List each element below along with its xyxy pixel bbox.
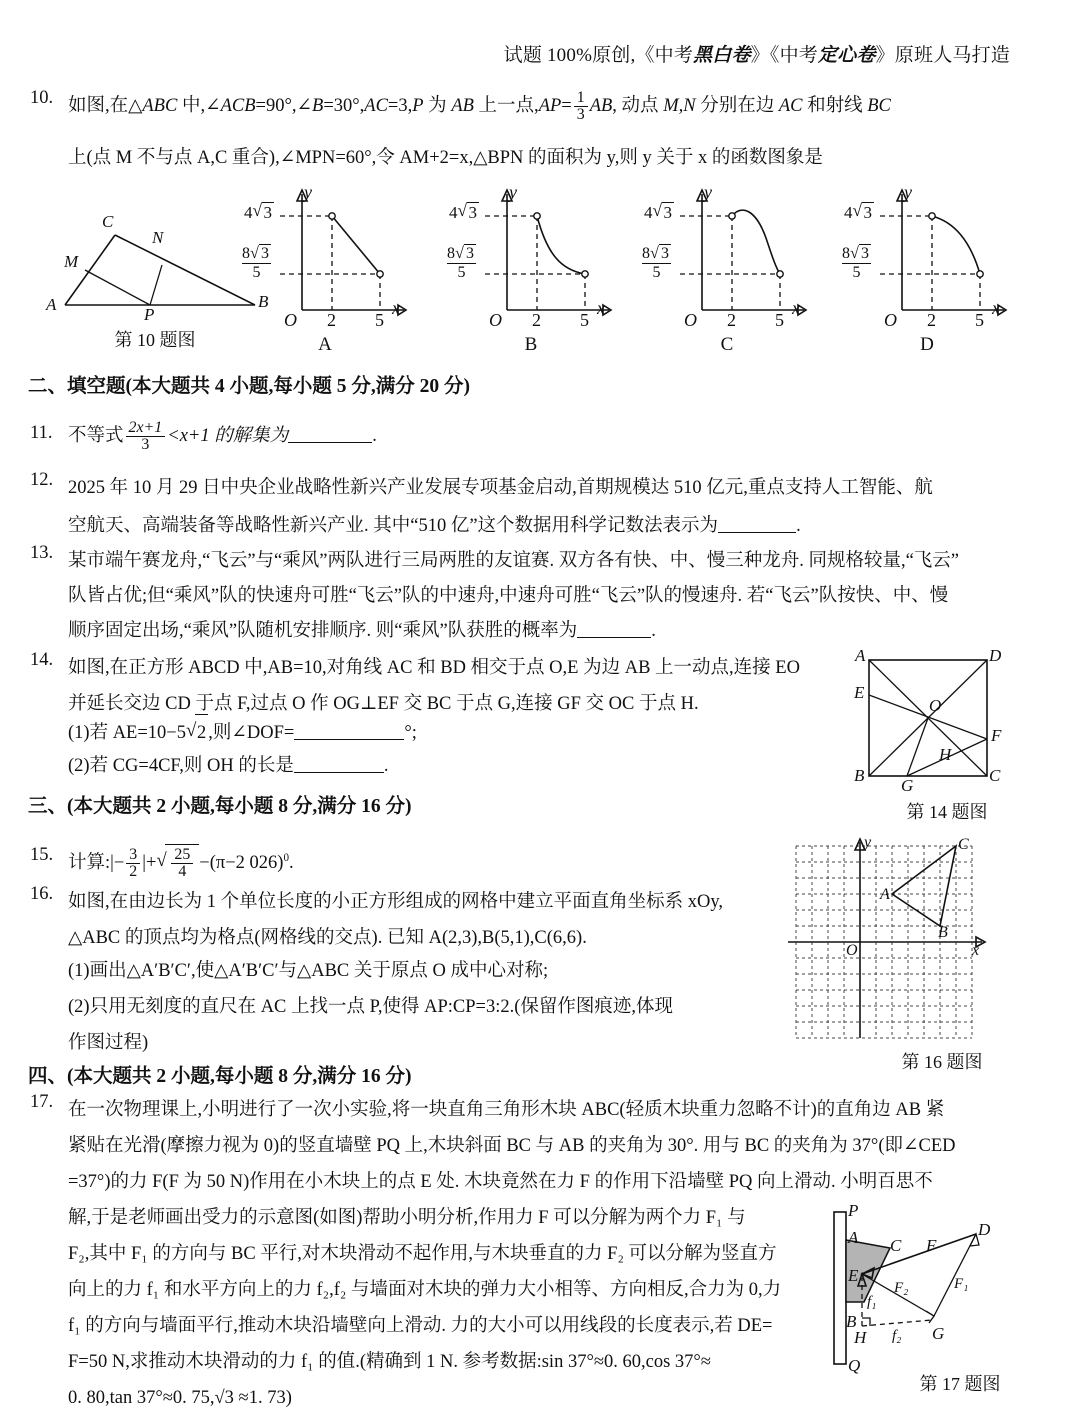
q17-label-D: D [978, 1220, 991, 1239]
q14-label-A: A [855, 646, 866, 665]
question-11-text [68, 418, 568, 454]
question-14-sub1 [68, 714, 843, 751]
q10-option-d-graph [842, 182, 1012, 330]
q17-label-E: E [848, 1266, 859, 1285]
q10-t11: 和射线 [802, 96, 868, 116]
q10-d-x-axis-label: x [992, 298, 1000, 318]
q11-frac-num: 2x+1 [128, 418, 163, 436]
q13-line3-text: 顺序固定出场,“乘风”队随机安排顺序. 则“乘风”队获胜的概率为 [68, 621, 578, 641]
q11-post: . [372, 426, 377, 446]
q10-b-xtick-5: 5 [580, 310, 589, 330]
q14-label-H: H [939, 745, 952, 764]
q10-option-d-label: D [920, 334, 934, 355]
q17-label-f2: f₂ [892, 1328, 902, 1344]
q14-sub1-mid: ,则∠DOF= [208, 723, 295, 743]
q10-a-origin: O [284, 310, 297, 330]
q16-label-x: x [972, 942, 980, 959]
q10-label-C: C [102, 212, 114, 231]
q11-fraction [126, 420, 166, 454]
question-10-line2: 上(点 M 不与点 A,C 重合),∠MPN=60°,令 AM+2=x,△BPN 的面积为 y,则 y 关于 x 的函数图象是 [68, 148, 823, 168]
q10-a-ytick-mid: $\frac{8 √ 3}{5}$ [242, 244, 271, 282]
q13-answer-blank[interactable] [577, 619, 651, 639]
q10-b-xtick-2: 2 [532, 310, 541, 330]
q10-t1: 如图,在△ [68, 96, 143, 116]
question-12-line1: 2025 年 10 月 29 日中央企业战略性新兴产业发展专项基金启动,首期规模达 510 亿元,重点支持人工智能、航 [68, 478, 933, 498]
q17-physics-figure [826, 1201, 1026, 1376]
q10-c-xtick-5: 5 [775, 310, 784, 330]
q10-c-origin: O [684, 310, 697, 330]
q10-d-y-axis-label: y [904, 182, 912, 202]
question-13-line1: 某市端午赛龙舟,“飞云”与“乘风”两队进行三局两胜的友谊赛. 双方各有快、中、慢三种龙舟. 同规格较量,“飞云” [68, 551, 960, 571]
question-15-text [68, 840, 568, 881]
header-text-before: 试题 100%原创,《中考 [503, 45, 694, 66]
q10-AC2: AC [778, 96, 803, 116]
q10-a-xtick-2: 2 [327, 310, 336, 330]
q16-label-B: B [938, 924, 948, 941]
question-17-line1: 在一次物理课上,小明进行了一次小实验,将一块直角三角形木块 ABC(轻质木块重力忽略不计)的直角边 AB 紧 [68, 1100, 945, 1120]
q10-figure-caption: 第 10 题图 [114, 330, 196, 350]
question-17-number: 17. [30, 1092, 54, 1112]
q11-frac-den: 3 [126, 436, 166, 454]
q14-answer-blank-2[interactable] [294, 754, 384, 774]
question-17-line6: 向上的力 f₁ 和水平方向上的力 f₂,f₂ 与墙面对木块的弹力大小相等、方向相反,合力为 0,力 [68, 1280, 782, 1300]
question-10-line1 [68, 88, 1013, 124]
q10-a-x-axis-label: x [392, 298, 400, 318]
question-14-line1: 如图,在正方形 ABCD 中,AB=10,对角线 AC 和 BD 相交于点 O,E 为边 AB 上一动点,连接 EO [68, 658, 800, 678]
q11-answer-blank[interactable] [288, 424, 372, 444]
question-17-line9: 0. 80,tan 37°≈0. 75,√3 ≈1. 73) [68, 1388, 292, 1408]
q10-fraction-one-third [574, 90, 588, 124]
q16-label-C: C [958, 836, 969, 853]
q16-grid-figure [788, 834, 988, 1038]
q10-t2: 中,∠ [177, 96, 221, 116]
q15-fraction-25-4: √ $\frac{25}{4}$ [171, 847, 193, 881]
q10-option-c-label: C [720, 334, 734, 355]
q10-t7: 上一点, [473, 96, 539, 116]
q10-c-x-axis-label: x [792, 298, 800, 318]
header-text-after: 》原班人马打造 [875, 45, 1010, 66]
q17-label-B: B [846, 1312, 857, 1331]
q10-d-xtick-2: 2 [927, 310, 936, 330]
q14-figure-caption: 第 14 题图 [906, 802, 988, 822]
q10-d-ytick-top: 4 √ 3 [844, 202, 874, 223]
question-17-line2: 紧贴在光滑(摩擦力视为 0)的竖直墙壁 PQ 上,木块斜面 BC 与 AB 的夹角为 30°. 用与 BC 的夹角为 37°(即∠CED [68, 1136, 956, 1156]
q12-answer-blank[interactable] [718, 514, 796, 534]
q15-post: −(π−2 026) [199, 853, 284, 874]
q10-AB: AB [451, 96, 474, 116]
q17-label-Q: Q [848, 1356, 861, 1375]
q13-line3-end: . [651, 621, 656, 641]
question-13-line3 [68, 613, 1018, 649]
q14-label-C: C [989, 766, 1001, 785]
q10-a-xtick-5: 5 [375, 310, 384, 330]
q16-label-O: O [846, 942, 858, 959]
question-10-number: 10. [30, 88, 54, 108]
q11-mid: <x+1 的解集为 [167, 426, 289, 446]
q10-option-b-label: B [524, 334, 538, 355]
q17-label-f1: f₁ [867, 1294, 877, 1310]
q10-b-ytick-top: 4 √ 3 [449, 202, 479, 223]
q10-d-origin: O [884, 310, 897, 330]
q14-sqrt2: √ 2 [186, 714, 208, 751]
q17-label-F: F [926, 1236, 937, 1255]
q10-AP: AP [538, 96, 562, 116]
q14-sub2-pre: (2)若 CG=4CF,则 OH 的长是 [68, 756, 294, 776]
q17-label-F1: F₁ [954, 1276, 969, 1292]
q10-a-ytick-top: 4 √ 3 [244, 202, 274, 223]
question-16-number: 16. [30, 884, 54, 904]
question-12-line2 [68, 508, 1018, 544]
header-text-mid: 》《中考 [750, 45, 818, 66]
question-16-line1: 如图,在由边长为 1 个单位长度的小正方形组成的网格中建立平面直角坐标系 xOy, [68, 892, 724, 912]
q15-sup: 0 [283, 852, 289, 864]
q11-pre: 不等式 [68, 426, 124, 446]
header-bold-dingxinjuan: 定心卷 [817, 45, 876, 66]
question-15-number: 15. [30, 845, 54, 865]
q12-line2-end: . [796, 516, 801, 536]
q10-label-A: A [46, 295, 57, 314]
question-17-line7: f₁ 的方向与墙面平行,推动木块沿墙壁向上滑动. 力的大小可以用线段的长度表示,若 DE= [68, 1316, 773, 1336]
q10-t8: = [561, 96, 572, 116]
question-14-sub2 [68, 748, 843, 784]
q14-label-F: F [991, 726, 1002, 745]
question-16-sub1: (1)画出△A′B′C′,使△A′B′C′与△ABC 关于原点 O 成中心对称; [68, 961, 549, 981]
q10-label-M: M [64, 252, 79, 271]
q10-AB2: AB [589, 96, 613, 116]
q10-t3: =90°,∠ [255, 96, 312, 116]
question-16-sub3: 作图过程) [68, 1033, 149, 1053]
q14-label-E: E [854, 683, 865, 702]
q10-option-a-label: A [318, 334, 332, 355]
q17-figure-caption: 第 17 题图 [919, 1374, 1001, 1394]
q14-label-D: D [989, 646, 1002, 665]
q10-t4: =30°, [323, 96, 365, 116]
q10-triangle-figure [40, 200, 270, 324]
q14-square-figure [854, 646, 1015, 795]
q10-t6: 为 [423, 96, 452, 116]
q10-label-P: P [144, 305, 155, 324]
q10-option-a-graph [242, 182, 412, 330]
q15-pre: 计算:|− [68, 853, 125, 874]
q10-label-B: B [258, 292, 269, 311]
question-17-line3: =37°)的力 F(F 为 50 N)作用在小木块上的点 E 处. 木块竟然在力 F 的作用下沿墙壁 PQ 向上滑动. 小明百思不 [68, 1172, 933, 1192]
section-2-title: 二、填空题(本大题共 4 小题,每小题 5 分,满分 20 分) [28, 376, 470, 397]
question-16-line2: △ABC 的顶点均为格点(网格线的交点). 已知 A(2,3),B(5,1),C(6,6). [68, 928, 587, 948]
q17-label-G: G [932, 1324, 945, 1343]
q12-line2-text: 空航天、高端装备等战略性新兴产业. 其中“510 亿”这个数据用科学记数法表示为 [68, 516, 719, 536]
question-16-sub2: (2)只用无刻度的直尺在 AC 上找一点 P,使得 AP:CP=3:2.(保留作图痕迹,体现 [68, 997, 674, 1017]
question-12-number: 12. [30, 470, 54, 490]
section-4-title: 四、(本大题共 2 小题,每小题 8 分,满分 16 分) [28, 1066, 412, 1087]
q14-sub1-end: °; [404, 723, 417, 743]
q10-d-xtick-5: 5 [975, 310, 984, 330]
question-13-number: 13. [30, 543, 54, 563]
q10-a-y-axis-label: y [304, 182, 312, 202]
q10-P: P [412, 96, 424, 116]
q15-fraction-three-halves: $\frac{3}{2}$ [126, 847, 140, 881]
q10-d-ytick-mid: $\frac{8 √ 3}{5}$ [842, 244, 871, 282]
page-header [0, 40, 1010, 67]
q10-t5: =3, [387, 96, 413, 116]
q10-b-origin: O [489, 310, 502, 330]
q14-label-O: O [929, 696, 942, 715]
q17-label-F2: F₂ [894, 1280, 909, 1296]
q16-label-y: y [864, 834, 872, 851]
q17-label-C: C [890, 1236, 902, 1255]
q14-label-B: B [854, 766, 865, 785]
q17-label-A: A [848, 1228, 859, 1247]
q10-MN: M,N [663, 96, 696, 116]
question-13-line2: 队皆占优;但“乘风”队的快速舟可胜“飞云”队的中速舟,中速舟可胜“飞云”队的慢速舟. 若“飞云”队按快、中、慢 [68, 586, 949, 606]
q10-abc: ABC [142, 96, 178, 116]
q10-BC: BC [867, 96, 891, 116]
question-17-line4: 解,于是老师画出受力的示意图(如图)帮助小明分析,作用力 F 可以分解为两个力 F₁ 与 [68, 1208, 746, 1228]
question-11-number: 11. [30, 423, 53, 443]
q10-label-N: N [152, 228, 164, 247]
q14-answer-blank-1[interactable] [294, 721, 404, 741]
section-3-title: 三、(本大题共 2 小题,每小题 8 分,满分 16 分) [28, 796, 412, 817]
q16-label-A: A [880, 886, 890, 903]
q14-label-G: G [901, 776, 914, 795]
q10-frac-den: 3 [574, 106, 588, 124]
q10-B: B [312, 96, 324, 116]
q10-b-ytick-mid: $\frac{8 √ 3}{5}$ [447, 244, 476, 282]
header-bold-heibaijuan: 黑白卷 [693, 45, 751, 66]
q14-sub2-end: . [383, 756, 389, 776]
q10-c-ytick-mid: $\frac{8 √ 3}{5}$ [642, 244, 671, 282]
q10-frac-num: 1 [576, 88, 585, 106]
q14-sub1-pre: (1)若 AE=10−5 [68, 723, 186, 743]
q17-label-P: P [848, 1201, 859, 1220]
question-14-line2: 并延长交边 CD 于点 F,过点 O 作 OG⊥EF 交 BC 于点 G,连接 GF 交 OC 于点 H. [68, 694, 699, 714]
q17-label-H: H [854, 1328, 867, 1347]
q10-b-y-axis-label: y [509, 182, 517, 202]
q10-option-c-graph [642, 182, 812, 330]
q15-mid: |+ [142, 853, 157, 874]
question-17-line5: F₂,其中 F₁ 的方向与 BC 平行,对木块滑动不起作用,与木块垂直的力 F₂ 可以分解为竖直方 [68, 1244, 777, 1264]
q10-c-ytick-top: 4 √ 3 [644, 202, 674, 223]
q10-b-x-axis-label: x [597, 298, 605, 318]
q10-acb: ACB [220, 96, 256, 116]
q10-c-y-axis-label: y [704, 182, 712, 202]
question-14-number: 14. [30, 650, 54, 670]
q10-c-xtick-2: 2 [727, 310, 736, 330]
q16-figure-caption: 第 16 题图 [901, 1052, 983, 1072]
q10-t10: 分别在边 [695, 96, 779, 116]
question-17-line8: F=50 N,求推动木块滑动的力 f₁ 的值.(精确到 1 N. 参考数据:sin 37°≈0. 60,cos 37°≈ [68, 1352, 711, 1372]
q15-sqrt [156, 844, 199, 881]
q10-option-b-graph [447, 182, 617, 330]
q10-AC: AC [364, 96, 388, 116]
q15-end: . [288, 853, 294, 874]
q10-t9: , 动点 [612, 96, 664, 116]
